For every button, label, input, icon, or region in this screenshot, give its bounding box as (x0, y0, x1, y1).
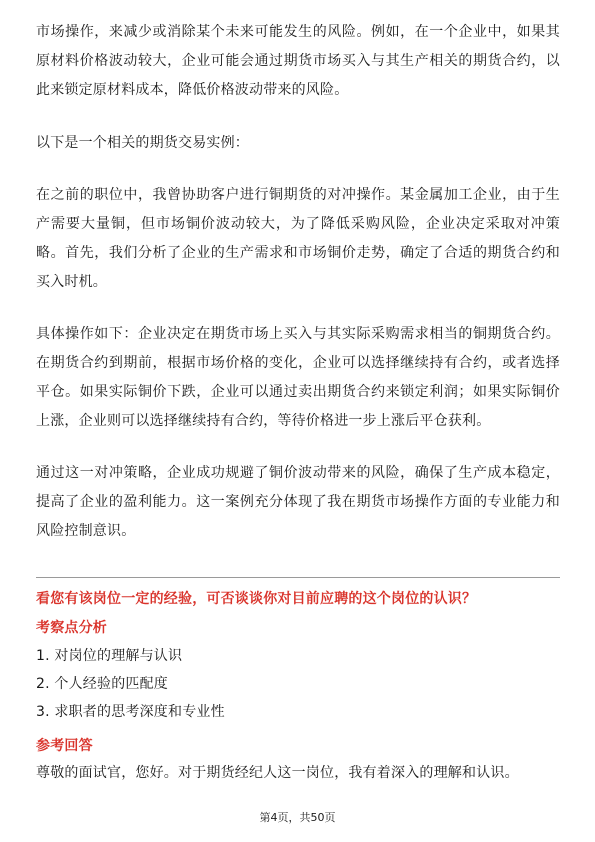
paragraph-copper-hedge: 在之前的职位中，我曾协助客户进行铜期货的对冲操作。某金属加工企业，由于生产需要大量铜，但市场铜价波动较大，为了降低采购风险，企业决定采取对冲策略。首先，我们分析了企业的生产需求和市场铜价走势，确定了合适的期货合约和买入时机。 (36, 187, 560, 290)
analysis-heading: 考察点分析 (36, 620, 107, 636)
answer-text: 尊敬的面试官，您好。对于期货经纪人这一岗位，我有着深入的理解和认识。 (36, 765, 519, 781)
paragraph-example-lead: 以下是一个相关的期货交易实例： (36, 135, 249, 151)
section-divider (36, 577, 560, 578)
analysis-point-2: 2. 个人经验的匹配度 (36, 676, 169, 692)
paragraph-operation-details: 具体操作如下：企业决定在期货市场上买入与其实际采购需求相当的铜期货合约。在期货合约到期前，根据市场价格的变化，企业可以选择继续持有合约，或者选择平仓。如果实际铜价下跌，企业可以通过卖出期货合约来锁定利润；如果实际铜价上涨，企业则可以选择继续持有合约，等待价格进一步上涨后平仓获利。 (36, 326, 560, 429)
answer-heading: 参考回答 (36, 738, 93, 754)
analysis-point-1: 1. 对岗位的理解与认识 (36, 648, 183, 664)
page-number: 第4页，共50页 (259, 811, 336, 824)
body-text (36, 18, 560, 546)
paragraph-risk-intro: 市场操作，来减少或消除某个未来可能发生的风险。例如，在一个企业中，如果其原材料价格波动较大，企业可能会通过期货市场买入与其生产相关的期货合约，以此来锁定原材料成本，降低价格波动带来的风险。 (36, 24, 560, 98)
interview-question: 看您有该岗位一定的经验，可否谈谈你对目前应聘的这个岗位的认识？ (36, 591, 477, 607)
paragraph-conclusion: 通过这一对冲策略，企业成功规避了铜价波动带来的风险，确保了生产成本稳定，提高了企业的盈利能力。这一案例充分体现了我在期货市场操作方面的专业能力和风险控制意识。 (36, 465, 560, 539)
analysis-point-3: 3. 求职者的思考深度和专业性 (36, 704, 225, 720)
